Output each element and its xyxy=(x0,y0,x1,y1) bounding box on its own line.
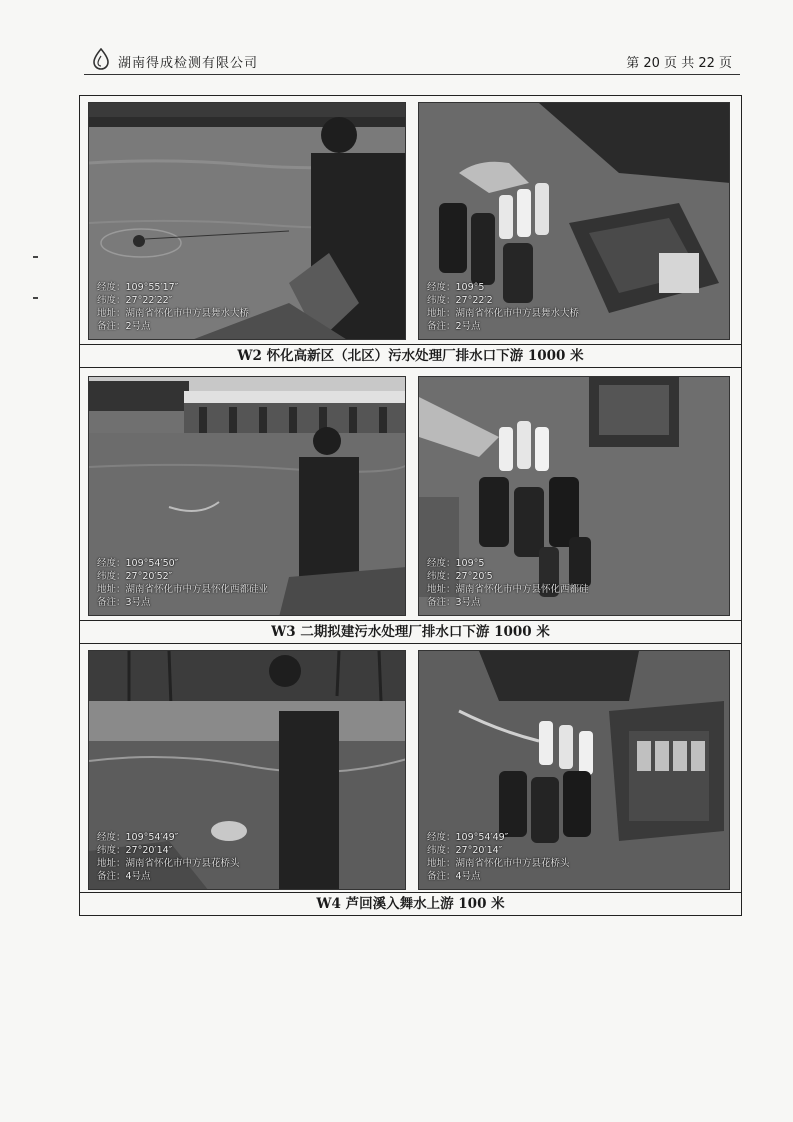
sampling-photo-river xyxy=(88,376,406,616)
note-text: 备注：3号点 xyxy=(427,597,481,608)
photo-row-w3 xyxy=(80,368,741,644)
photo-geo-stamp xyxy=(427,281,579,333)
address-text: 地址：湖南省怀化市中方县舞水大桥 xyxy=(97,308,250,319)
longitude-text: 经度：109°55′17″ xyxy=(97,282,179,293)
company-name: 湖南得成检测有限公司 xyxy=(118,56,259,71)
longitude-text: 经度：109°54′49″ xyxy=(427,832,509,843)
photo-table xyxy=(79,95,742,916)
sampling-photo-bottles xyxy=(418,650,730,890)
longitude-text: 经度：109°5 xyxy=(427,282,485,293)
photo-geo-stamp xyxy=(427,831,570,883)
sampling-photo-stream xyxy=(88,650,406,890)
longitude-text: 经度：109°54′50″ xyxy=(97,558,179,569)
latitude-text: 纬度：27°20′52″ xyxy=(97,571,173,582)
sampling-photo-bottles xyxy=(418,102,730,340)
latitude-text: 纬度：27°22′22″ xyxy=(97,295,173,306)
latitude-text: 纬度：27°20′14″ xyxy=(97,845,173,856)
photo-geo-stamp xyxy=(427,557,589,609)
note-text: 备注：3号点 xyxy=(97,597,151,608)
page-number: 第 20 页 共 22 页 xyxy=(626,56,732,71)
address-text: 地址：湖南省怀化市中方县怀化西都硅业 xyxy=(97,584,269,595)
page-header xyxy=(84,46,740,75)
note-text: 备注：2号点 xyxy=(427,321,481,332)
company-logo-icon xyxy=(92,48,110,70)
note-text: 备注：4号点 xyxy=(427,871,481,882)
address-text: 地址：湖南省怀化市中方县怀化西都硅 xyxy=(427,584,589,595)
photo-row-w2 xyxy=(80,96,741,368)
margin-mark xyxy=(33,256,38,258)
address-text: 地址：湖南省怀化市中方县花桥头 xyxy=(97,858,240,869)
note-text: 备注：2号点 xyxy=(97,321,151,332)
margin-mark xyxy=(33,297,38,299)
photo-caption: W4 芦回溪入舞水上游 100 米 xyxy=(80,892,741,916)
latitude-text: 纬度：27°20′14″ xyxy=(427,845,503,856)
sampling-photo-bottles xyxy=(418,376,730,616)
latitude-text: 纬度：27°22′2 xyxy=(427,295,493,306)
sampling-photo-river xyxy=(88,102,406,340)
address-text: 地址：湖南省怀化市中方县花桥头 xyxy=(427,858,570,869)
photo-caption: W2 怀化高新区（北区）污水处理厂排水口下游 1000 米 xyxy=(80,344,741,368)
photo-geo-stamp xyxy=(97,557,268,609)
photo-caption: W3 二期拟建污水处理厂排水口下游 1000 米 xyxy=(80,620,741,644)
photo-geo-stamp xyxy=(97,831,240,883)
latitude-text: 纬度：27°20′5 xyxy=(427,571,493,582)
longitude-text: 经度：109°5 xyxy=(427,558,485,569)
longitude-text: 经度：109°54′49″ xyxy=(97,832,179,843)
photo-row-w4 xyxy=(80,644,741,917)
photo-geo-stamp xyxy=(97,281,249,333)
note-text: 备注：4号点 xyxy=(97,871,151,882)
address-text: 地址：湖南省怀化市中方县舞水大桥 xyxy=(427,308,580,319)
